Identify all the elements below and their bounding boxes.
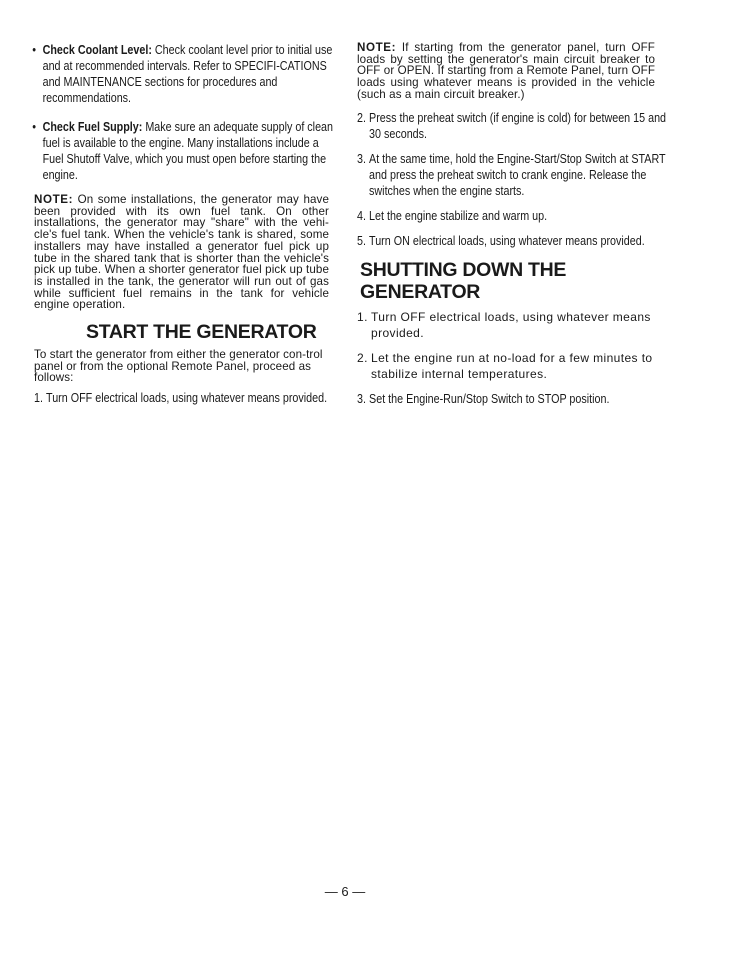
- shutting-down-heading: SHUTTING DOWN THE GENERATOR: [360, 258, 567, 303]
- bullet-marker: •: [32, 120, 37, 134]
- coolant-text: Check coolant level prior to initial use and at recommended intervals. Refer to SPECIFI-CATIONS and MAINTENANCE sections for procedures and recommendations.: [42, 43, 333, 105]
- step-text: Turn OFF electrical loads, using whatever means provided.: [371, 309, 651, 340]
- starting-note: [357, 42, 655, 101]
- start-step-5: [357, 233, 666, 249]
- page-number: — 6 —: [324, 884, 366, 899]
- step-number: 2.: [357, 350, 368, 365]
- right-column: [357, 41, 667, 416]
- start-step-4: [357, 208, 666, 224]
- shutdown-step-3: [357, 391, 666, 407]
- note-text: On some installations, the generator may have been provided with its own fuel tank. On other installations, the generator may "share" with the vehi-cle's fuel tank. When the vehicle's tank is shared, some installers may have installed a generator fuel pick up tube in the shared tank that is shorter than the vehicle's pick up tube. When a shorter generator fuel pick up tube is installed in the tank, the generator will run out of gas while sufficient fuel remains in the tank for vehicle engine operation.: [34, 193, 329, 312]
- step-number: 3.: [357, 151, 366, 166]
- start-step-2: [357, 110, 666, 142]
- shutdown-step-1: [357, 309, 655, 341]
- note-label: NOTE:: [34, 193, 74, 206]
- step-number: 3.: [357, 391, 366, 406]
- note-text: If starting from the generator panel, turn OFF loads by setting the generator's main circuit breaker to OFF or OPEN. If starting from a Remote Panel, turn OFF loads using whatever means is provided in the vehicle (such as a main circuit breaker.): [357, 41, 655, 101]
- step-text: Let the engine run at no-load for a few minutes to stabilize internal temperatures.: [371, 350, 653, 381]
- fuel-label: Check Fuel Supply:: [42, 120, 143, 134]
- coolant-bullet: [34, 42, 337, 106]
- fuel-bullet: [34, 119, 337, 183]
- step-text: Let the engine stabilize and warm up.: [369, 208, 548, 223]
- step-number: 4.: [357, 208, 366, 223]
- coolant-label: Check Coolant Level:: [42, 43, 152, 57]
- step-text: Turn OFF electrical loads, using whatever means provided.: [46, 391, 328, 406]
- start-step-1: [34, 390, 340, 406]
- note-label: NOTE:: [357, 41, 397, 54]
- step-text: Set the Engine-Run/Stop Switch to STOP position.: [369, 391, 610, 406]
- start-step-3: [357, 151, 666, 199]
- shutdown-step-2: [357, 350, 655, 382]
- step-text: Press the preheat switch (if engine is cold) for between 15 and 30 seconds.: [369, 110, 667, 141]
- start-intro: To start the generator from either the generator con-trol panel or from the optional Remote Panel, proceed as follows:: [34, 348, 323, 385]
- step-text: At the same time, hold the Engine-Start/Stop Switch at START and press the preheat switch to crank engine. Release the switches when the engine starts.: [369, 151, 666, 198]
- step-number: 5.: [357, 233, 366, 248]
- bullet-marker: •: [32, 43, 37, 57]
- left-column: [32, 42, 334, 415]
- fuel-tank-note: [34, 194, 329, 311]
- step-text: Turn ON electrical loads, using whatever means provided.: [369, 233, 645, 248]
- step-number: 1.: [357, 309, 368, 324]
- fuel-text: Make sure an adequate supply of clean fuel is available to the engine. Many installations include a Fuel Shutoff Valve, which you must open before starting the engine.: [42, 120, 334, 182]
- step-number: 2.: [357, 110, 366, 125]
- step-number: 1.: [34, 391, 43, 406]
- start-generator-heading: START THE GENERATOR: [86, 321, 317, 344]
